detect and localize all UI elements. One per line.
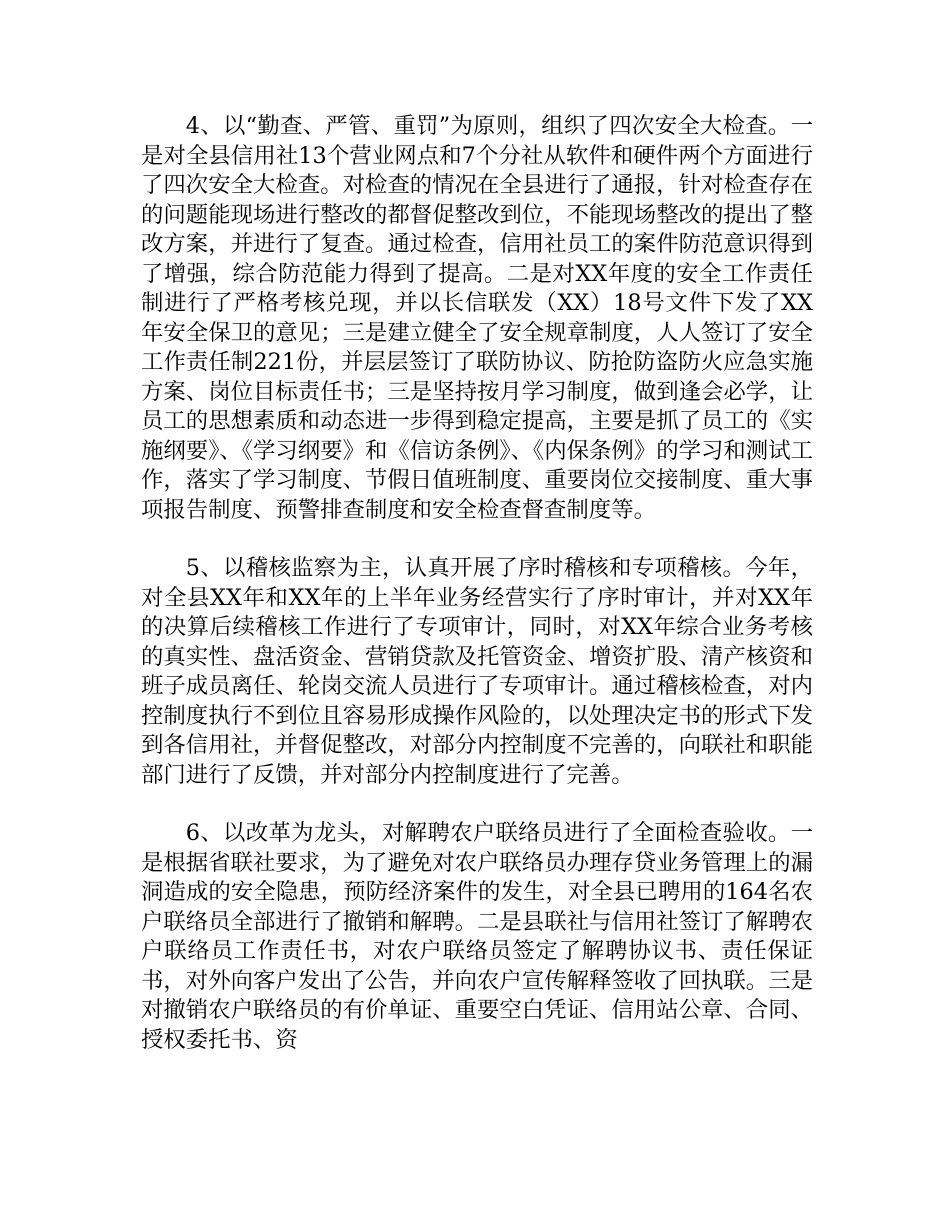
document-body bbox=[141, 112, 813, 1084]
paragraph-5: 5、以稽核监察为主，认真开展了序时稽核和专项稽核。今年，对全县XX年和XX年的上半年业务经营实行了序时审计，并对XX年的决算后续稽核工作进行了专项审计，同时，对XX年综合业务考核的真实性、盘活资金、营销贷款及托管资金、增资扩股、清产核资和班子成员离任、轮岗交流人员进行了专项审计。通过稽核检查，对内控制度执行不到位且容易形成操作风险的，以处理决定书的形式下发到各信用社，并督促整改，对部分内控制度不完善的，向联社和职能部门进行了反馈，并对部分内控制度进行了完善。 bbox=[141, 555, 813, 788]
paragraph-6: 6、以改革为龙头，对解聘农户联络员进行了全面检查验收。一是根据省联社要求，为了避免对农户联络员办理存贷业务管理上的漏洞造成的安全隐患，预防经济案件的发生，对全县已聘用的164名农户联络员全部进行了撤销和解聘。二是县联社与信用社签订了解聘农户联络员工作责任书，对农户联络员签定了解聘协议书、责任保证书，对外向客户发出了公告，并向农户宣传解释签收了回执联。三是对撤销农户联络员的有价单证、重要空白凭证、信用站公章、合同、授权委托书、资 bbox=[141, 820, 813, 1053]
paragraph-4: 4、以“勤查、严管、重罚”为原则，组织了四次安全大检查。一是对全县信用社13个营业网点和7个分社从软件和硬件两个方面进行了四次安全大检查。对检查的情况在全县进行了通报，针对检查存在的问题能现场进行整改的都督促整改到位，不能现场整改的提出了整改方案，并进行了复查。通过检查，信用社员工的案件防范意识得到了增强，综合防范能力得到了提高。二是对XX年度的安全工作责任制进行了严格考核兑现，并以长信联发（XX）18号文件下发了XX年安全保卫的意见；三是建立健全了安全规章制度，人人签订了安全工作责任制221份，并层层签订了联防协议、防抢防盗防火应急实施方案、岗位目标责任书；三是坚持按月学习制度，做到逢会必学，让员工的思想素质和动态进一步得到稳定提高，主要是抓了员工的《实施纲要》、《学习纲要》和《信访条例》、《内保条例》的学习和测试工作，落实了学习制度、节假日值班制度、重要岗位交接制度、重大事项报告制度、预警排查制度和安全检查督查制度等。 bbox=[141, 113, 813, 523]
